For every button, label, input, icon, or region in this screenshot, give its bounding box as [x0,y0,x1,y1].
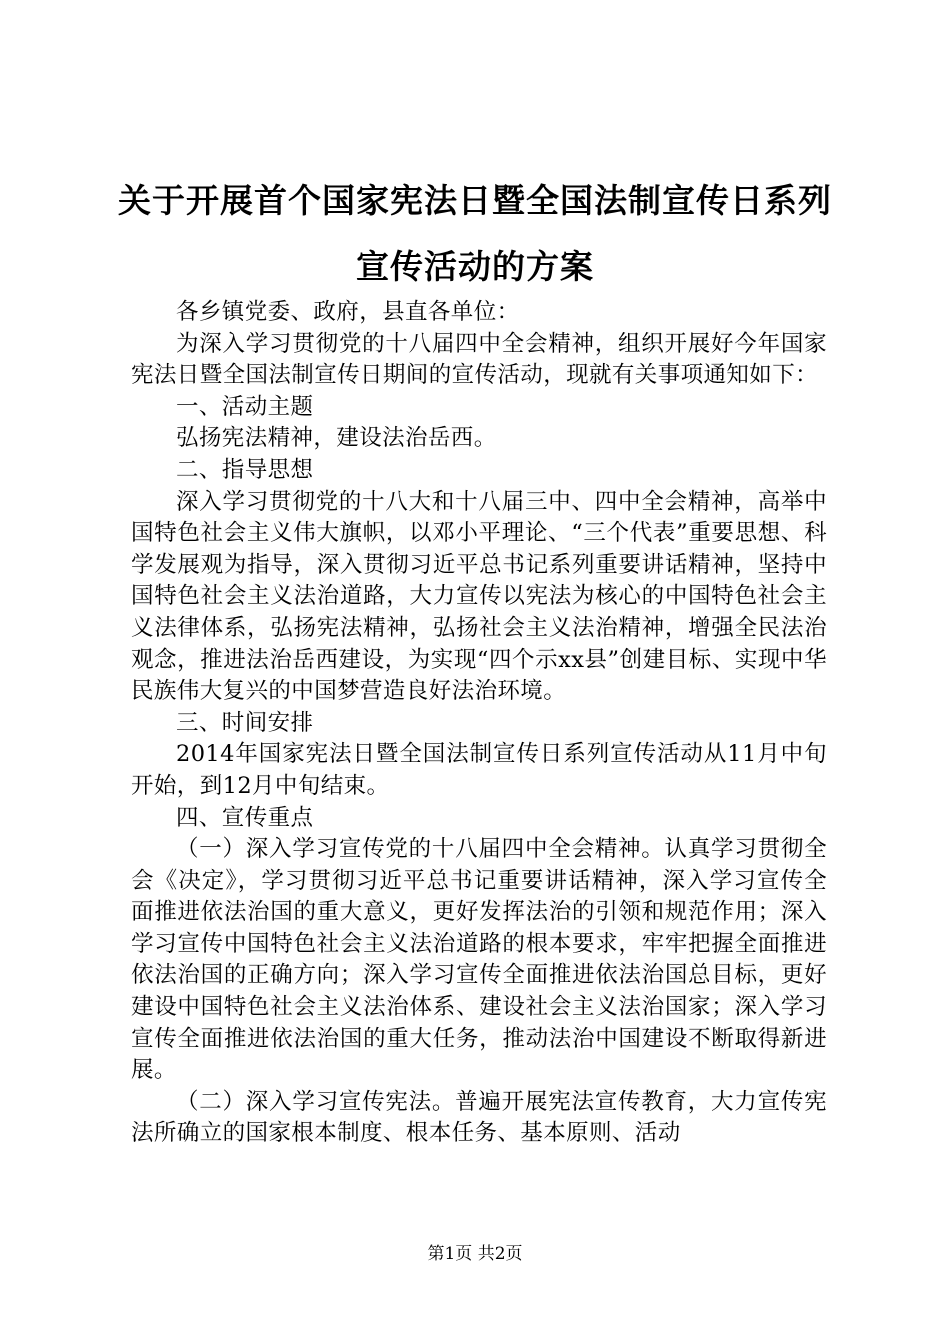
document-body [131,297,827,1150]
focus-paragraph-1: （一）深入学习宣传党的十八届四中全会精神。认真学习贯彻全会《决定》，学习贯彻习近平总书记重要讲话精神，深入学习宣传全面推进依法治国的重大意义，更好发挥法治的引领和规范作用；深入学习宣传中国特色社会主义法治道路的根本要求，牢牢把握全面推进依法治国的正确方向；深入学习宣传全面推进依法治国总目标，更好建设中国特色社会主义法治体系、建设社会主义法治国家；深入学习宣传全面推进依法治国的重大任务，推动法治中国建设不断取得新进展。 [131,836,827,1084]
schedule-paragraph: 2014年国家宪法日暨全国法制宣传日系列宣传活动从11月中旬开始，到12月中旬结束。 [131,741,827,799]
section-heading-theme: 一、活动主题 [176,393,314,420]
focus-paragraph-2: （二）深入学习宣传宪法。普遍开展宪法宣传教育，大力宣传宪法所确立的国家根本制度、根本任务、基本原则、活动 [131,1088,827,1147]
section-heading-focus: 四、宣传重点 [176,804,314,831]
salutation: 各乡镇党委、政府，县直各单位： [176,299,520,325]
section-heading-schedule: 三、时间安排 [176,709,314,736]
guidance-paragraph: 深入学习贯彻党的十八大和十八届三中、四中全会精神，高举中国特色社会主义伟大旗帜，以邓小平理论、“三个代表”重要思想、科学发展观为指导，深入贯彻习近平总书记系列重要讲话精神，坚持中国特色社会主义法治道路，大力宣传以宪法为核心的中国特色社会主义法律体系，弘扬宪法精神，弘扬社会主义法治精神，增强全民法治观念，推进法治岳西建设，为实现“四个示xx县”创建目标、实现中华民族伟大复兴的中国梦营造良好法治环境。 [131,488,827,705]
intro-paragraph: 为深入学习贯彻党的十八届四中全会精神，组织开展好今年国家宪法日暨全国法制宣传日期间的宣传活动，现就有关事项通知如下： [131,330,827,389]
theme-paragraph: 弘扬宪法精神，建设法治岳西。 [176,425,497,452]
document-title: 关于开展首个国家宪法日暨全国法制宣传日系列宣传活动的方案 [118,181,832,286]
page-footer: 第1页 共2页 [427,1244,523,1264]
section-heading-guidance: 二、指导思想 [176,456,314,483]
